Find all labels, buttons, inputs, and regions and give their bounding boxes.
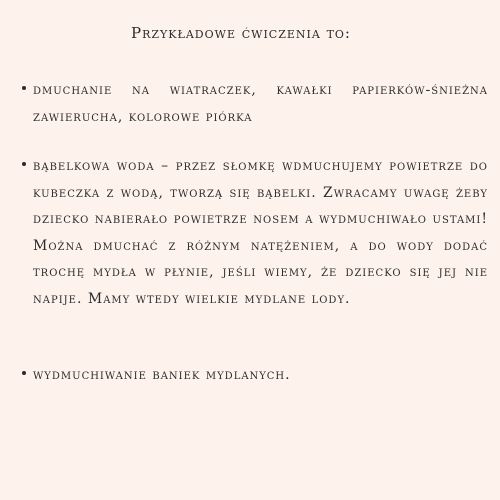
list-item [22, 77, 488, 130]
bullet-icon [22, 86, 26, 90]
bullet-icon [22, 371, 26, 375]
list-item-text: dmuchanie na wiatraczek, kawałki papierków-śnieżna zawierucha, kolorowe piórka [33, 82, 488, 125]
list-item-text: wydmuchiwanie baniek mydlanych. [33, 367, 291, 383]
bullet-icon [22, 162, 26, 166]
page-title: Przykładowe ćwiczenia to: [131, 24, 351, 42]
list-item-text: bąbelkowa woda – przez słomkę wdmuchujemy powietrze do kubeczka z wodą, tworzą się bąbelki. Zwracamy uwagę żeby dziecko nabierało powietrze nosem a wydmuchiwało ustami! Można dmuchać z różnym natężeniem, a do wody dodać trochę mydła w płynie, jeśli wiemy, że dziecko się jej nie napije. Mamy wtedy wielkie mydlane lody. [33, 158, 488, 307]
list-item [22, 362, 488, 389]
list-item [22, 153, 488, 312]
